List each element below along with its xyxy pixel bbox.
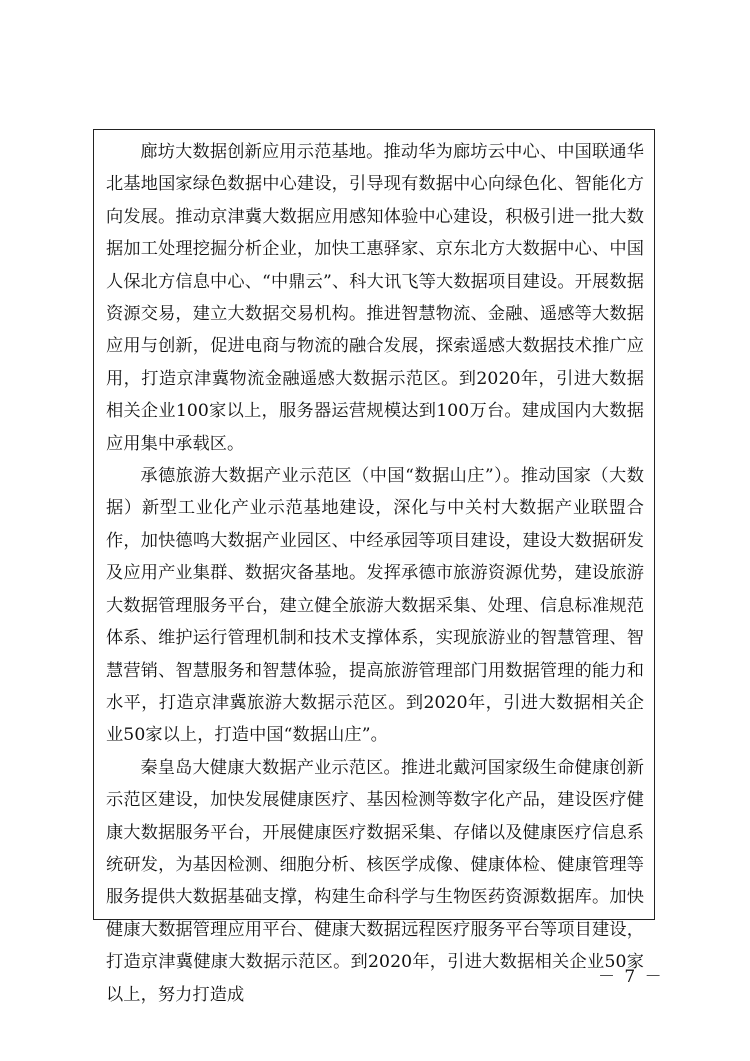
document-body	[106, 136, 644, 1011]
page-number: － 7 －	[598, 967, 664, 987]
paragraph-langfang: 廊坊大数据创新应用示范基地。推动华为廊坊云中心、中国联通华北基地国家绿色数据中心建设，引导现有数据中心向绿色化、智能化方向发展。推动京津冀大数据应用感知体验中心建设，积极引进一批大数据加工处理挖掘分析企业，加快工惠驿家、京东北方大数据中心、中国人保北方信息中心、“中鼎云”、科大讯飞等大数据项目建设。开展数据资源交易，建立大数据交易机构。推进智慧物流、金融、遥感等大数据应用与创新，促进电商与物流的融合发展，探索遥感大数据技术推广应用，打造京津冀物流金融遥感大数据示范区。到2020年，引进大数据相关企业100家以上，服务器运营规模达到100万台。建成国内大数据应用集中承载区。	[106, 142, 644, 454]
paragraph-qinhuangdao: 秦皇岛大健康大数据产业示范区。推进北戴河国家级生命健康创新示范区建设，加快发展健康医疗、基因检测等数字化产品，建设医疗健康大数据服务平台，开展健康医疗数据采集、存储以及健康医疗信息系统研发，为基因检测、细胞分析、核医学成像、健康体检、健康管理等服务提供大数据基础支撑，构建生命科学与生物医药资源数据库。加快健康大数据管理应用平台、健康大数据远程医疗服务平台等项目建设，打造京津冀健康大数据示范区。到2020年，引进大数据相关企业50家以上，努力打造成	[106, 757, 644, 1005]
paragraph-chengde: 承德旅游大数据产业示范区（中国“数据山庄”）。推动国家（大数据）新型工业化产业示范基地建设，深化与中关村大数据产业联盟合作，加快德鸣大数据产业园区、中经承园等项目建设，建设大数据研发及应用产业集群、数据灾备基地。发挥承德市旅游资源优势，建设旅游大数据管理服务平台，建立健全旅游大数据采集、处理、信息标准规范体系、维护运行管理机制和技术支撑体系，实现旅游业的智慧管理、智慧营销、智慧服务和智慧体验，提高旅游管理部门用数据管理的能力和水平，打造京津冀旅游大数据示范区。到2020年，引进大数据相关企业50家以上，打造中国“数据山庄”。	[106, 466, 644, 746]
